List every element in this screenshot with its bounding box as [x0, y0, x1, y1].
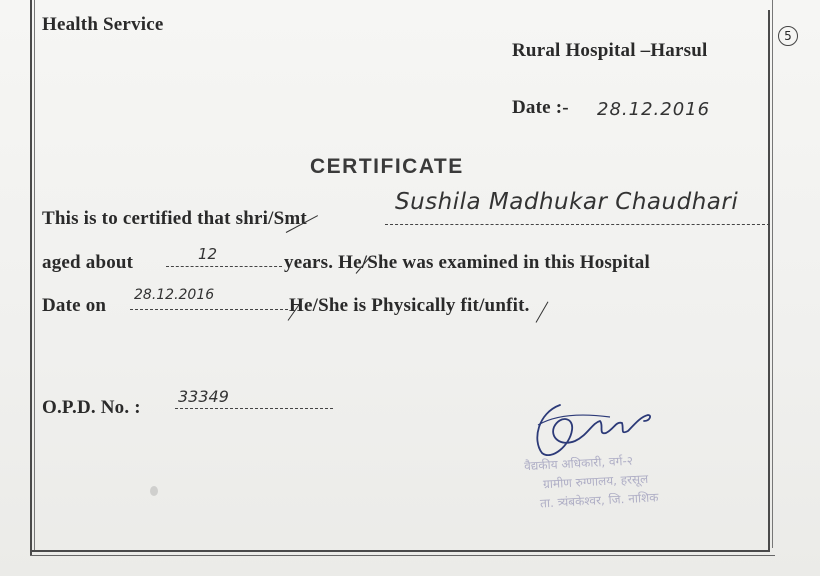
line3-struck2: un: [484, 295, 507, 316]
border-line: [34, 0, 35, 550]
border-line: [772, 0, 773, 548]
stamp-line: ग्रामीण रुग्णालय, हरसूल: [542, 471, 649, 492]
exam-date-underline: [130, 309, 288, 310]
border-line: [30, 550, 770, 552]
opd-value: 33349: [178, 387, 229, 406]
stamp-line: ता. त्र्यंबकेश्वर, जि. नाशिक: [539, 490, 659, 511]
date-on-label: Date on: [42, 295, 107, 316]
line1-suffix: /Smt: [268, 208, 307, 229]
hospital-name: Rural Hospital –Harsul: [512, 40, 708, 61]
exam-date-value: 28.12.2016: [134, 287, 215, 303]
age-value: 12: [198, 245, 218, 263]
stamp-line: वैद्यकीय अधिकारी, वर्ग-२: [523, 453, 634, 474]
date-label: Date :-: [512, 97, 569, 118]
opd-underline: [175, 408, 333, 409]
date-value: 28.12.2016: [597, 99, 711, 120]
line2-mid: years.: [284, 252, 339, 273]
page-number: 5: [778, 26, 798, 46]
line2-text: [284, 252, 650, 274]
certificate-title: CERTIFICATE: [310, 155, 464, 178]
border-line: [30, 0, 32, 555]
name-underline: [385, 224, 770, 225]
opd-label: O.P.D. No. :: [42, 397, 141, 418]
patient-name-value: Sushila Madhukar Chaudhari: [395, 189, 739, 215]
line3-mid: /She is Physically fit/: [312, 295, 485, 316]
line1-text: [42, 208, 307, 230]
line2-suffix: /She was examined in this Hospital: [361, 252, 650, 273]
line3-suffix: fit.: [506, 295, 530, 316]
age-underline: [166, 266, 282, 267]
official-stamp: [524, 447, 727, 514]
line3-struck: He: [289, 295, 313, 316]
border-line: [30, 555, 775, 556]
paper-smudge: [150, 486, 158, 496]
line1-struck: shri: [235, 208, 269, 229]
line3-text: [289, 295, 530, 317]
org-name: Health Service: [42, 14, 164, 35]
line2-struck: He: [338, 252, 362, 273]
aged-label: aged about: [42, 252, 134, 273]
line1-prefix: This is to certified that: [42, 208, 236, 229]
border-line: [768, 10, 770, 550]
